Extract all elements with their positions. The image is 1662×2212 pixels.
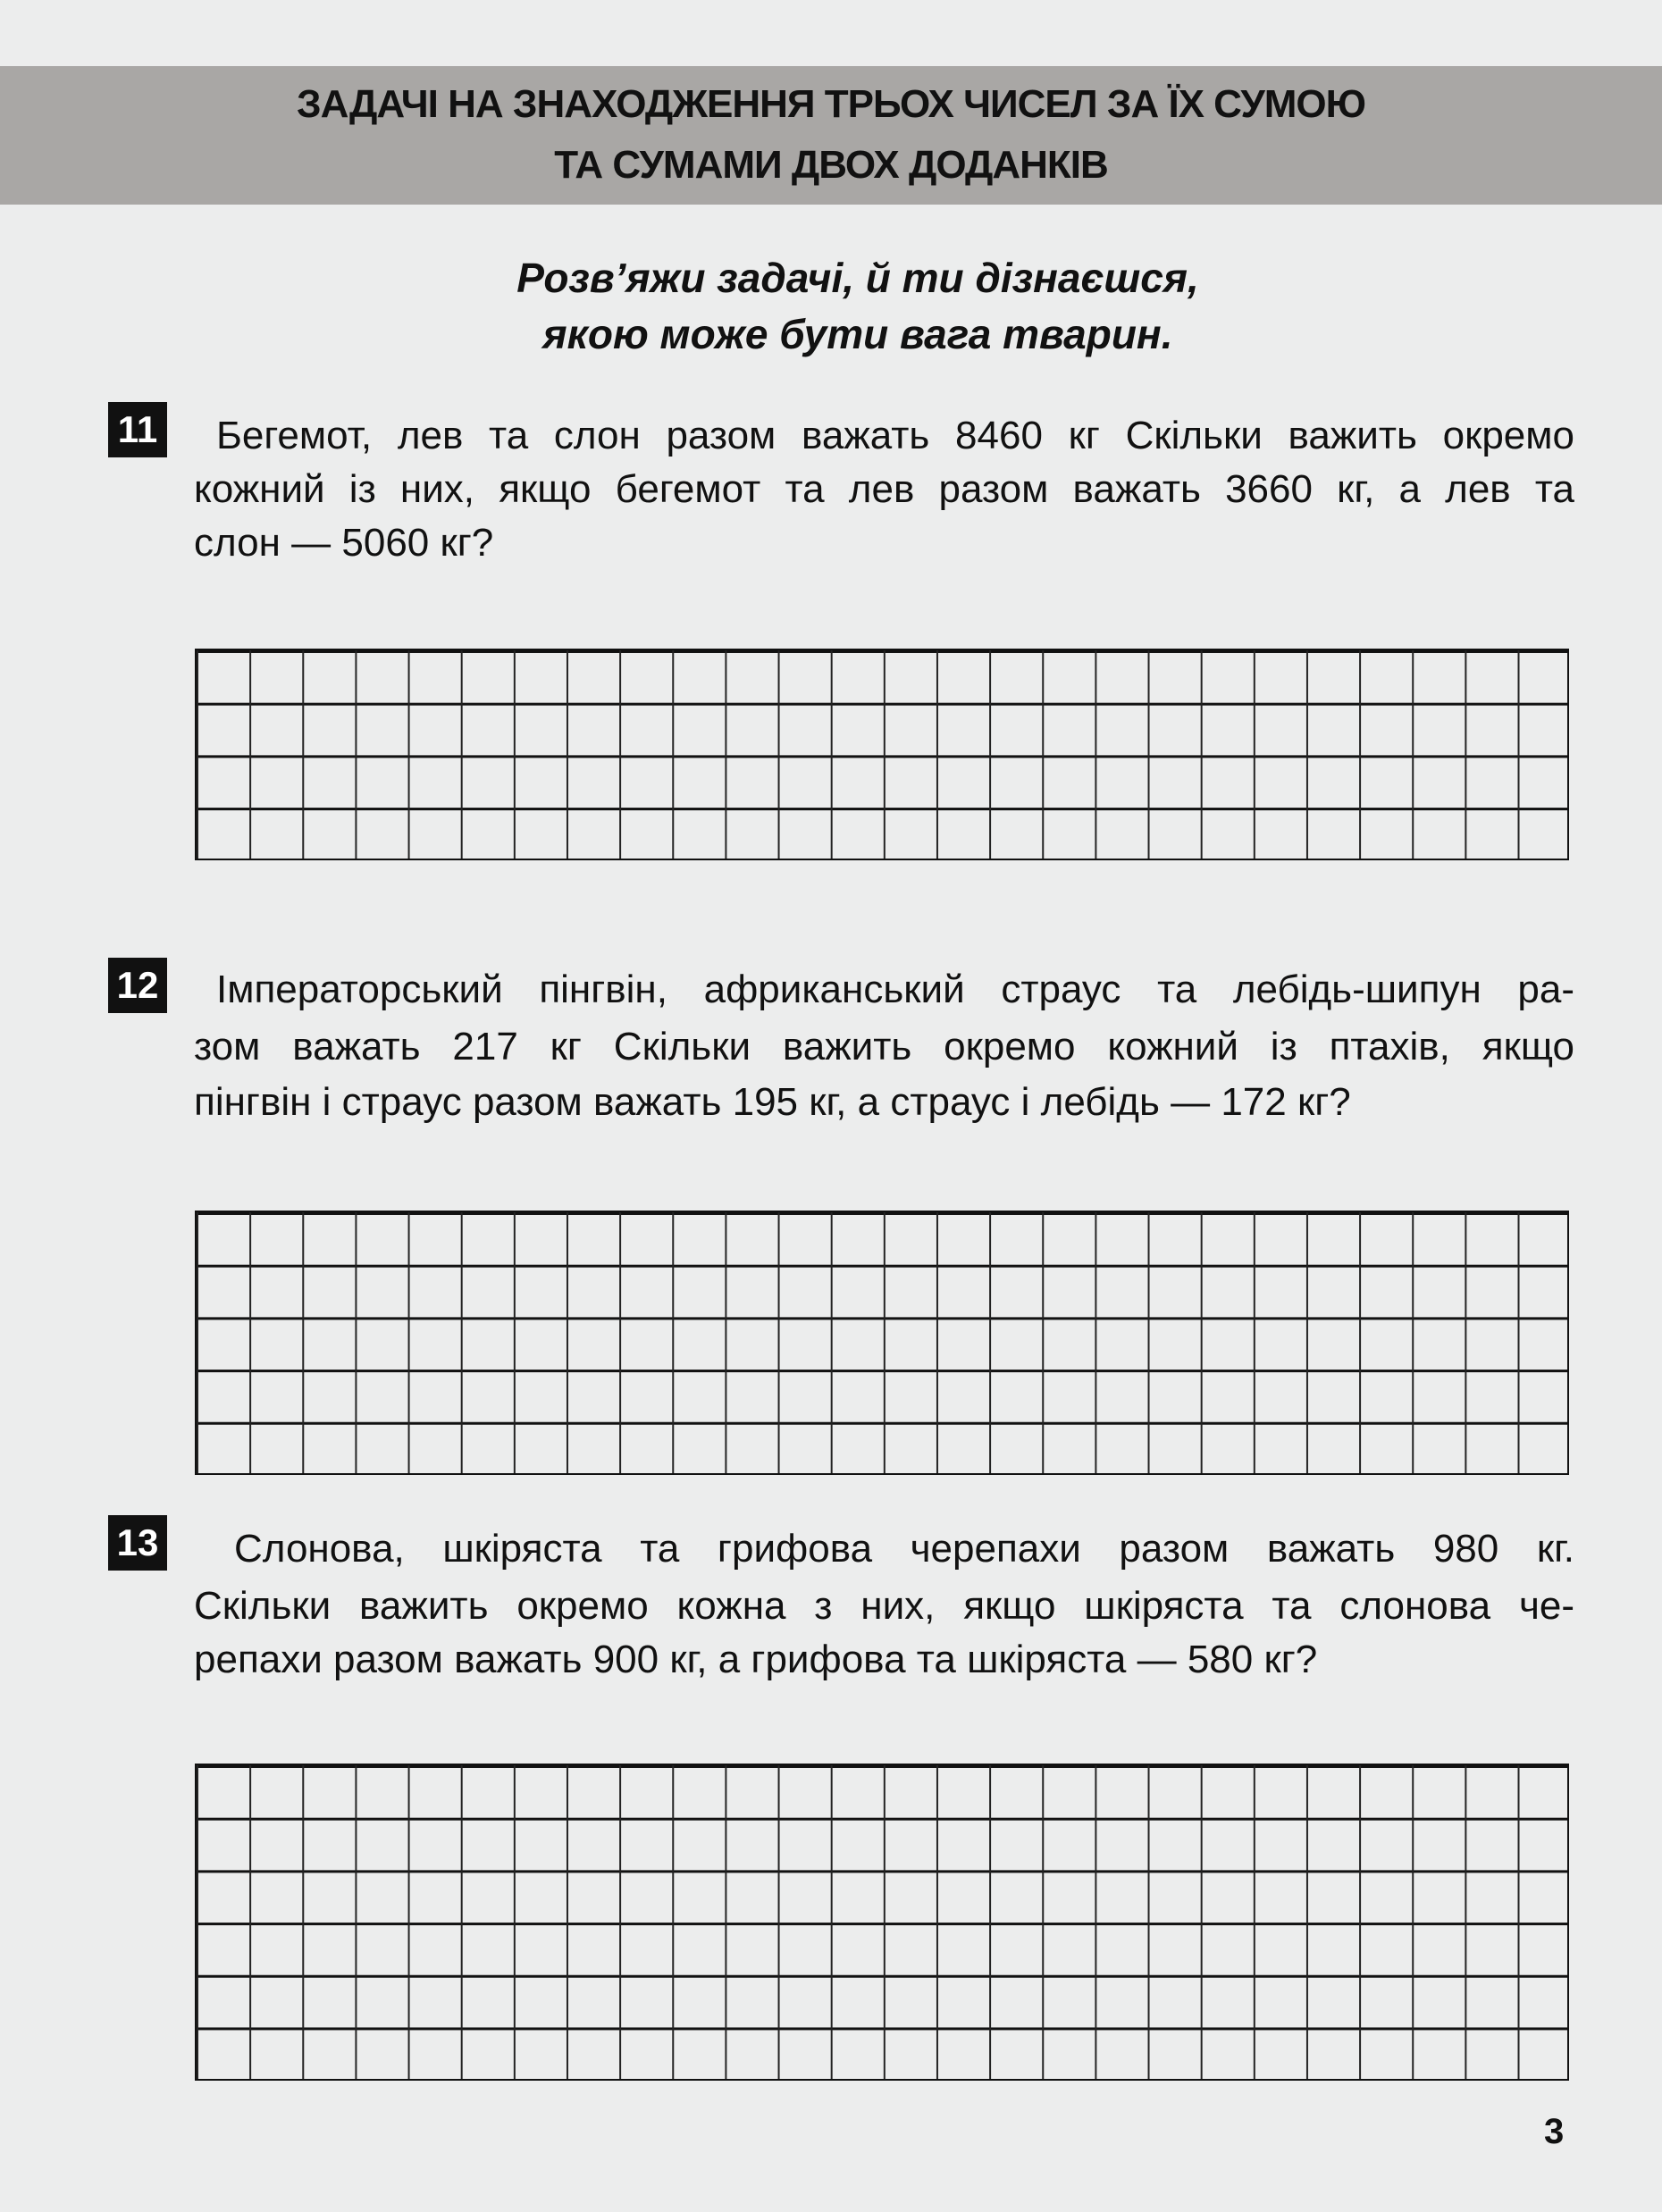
task-12-line2: зом важать 217 кг Скільки важить окремо кожний із птахів, якщо bbox=[194, 1025, 1574, 1068]
answer-grid-13[interactable] bbox=[195, 1764, 1569, 2081]
task-13-line1: Слонова, шкіряста та грифова черепахи разом важать 980 кг. bbox=[234, 1527, 1574, 1571]
task-11-line3: слон — 5060 кг? bbox=[194, 521, 494, 565]
task-13-line2: Скільки важить окремо кожна з них, якщо шкіряста та слонова че- bbox=[194, 1584, 1574, 1628]
page-title-line2: ТА СУМАМИ ДВОХ ДОДАНКІВ bbox=[554, 143, 1108, 187]
page-number: 3 bbox=[1544, 2112, 1565, 2151]
task-12-line3: пінгвін і страус разом важать 195 кг, а страус і лебідь — 172 кг? bbox=[194, 1080, 1351, 1124]
page-title-line1: ЗАДАЧІ НА ЗНАХОДЖЕННЯ ТРЬОХ ЧИСЕЛ ЗА ЇХ СУМОЮ bbox=[297, 82, 1365, 126]
task-number-12: 12 bbox=[108, 958, 167, 1013]
intro-line2: якою може бути вага тварин. bbox=[542, 311, 1173, 357]
task-number-13: 13 bbox=[108, 1515, 167, 1571]
task-12-line1: Імператорський пінгвін, африканський страус та лебідь-шипун ра- bbox=[216, 968, 1574, 1011]
task-11-line1: Бегемот, лев та слон разом важать 8460 кг Скільки важить окремо bbox=[216, 414, 1574, 457]
task-11-line2: кожний із них, якщо бегемот та лев разом важать 3660 кг, а лев та bbox=[194, 467, 1574, 511]
task-number-11: 11 bbox=[108, 402, 167, 457]
answer-grid-12[interactable] bbox=[195, 1211, 1569, 1475]
answer-grid-11[interactable] bbox=[195, 649, 1569, 860]
task-13-line3: репахи разом важать 900 кг, а грифова та шкіряста — 580 кг? bbox=[194, 1638, 1318, 1681]
intro-line1: Розв’яжи задачі, й ти дізнаєшся, bbox=[516, 255, 1199, 301]
